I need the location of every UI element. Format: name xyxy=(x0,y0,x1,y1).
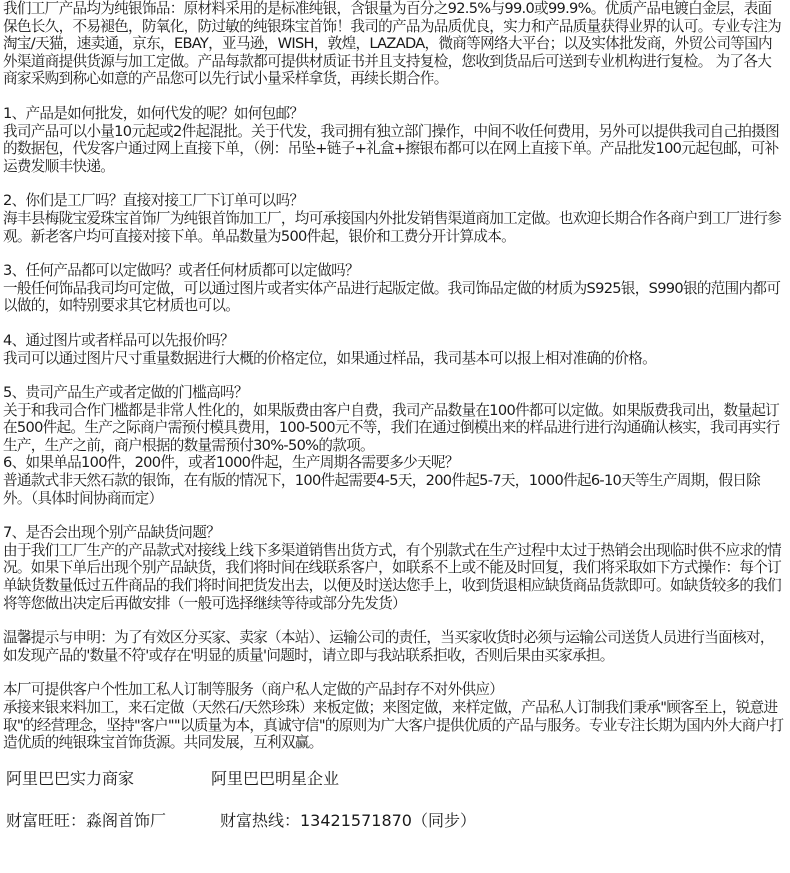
faq-question-5: 5、贵司产品生产或者定做的门槛高吗？ xyxy=(3,384,248,402)
service-body: 承接来银来料加工，来石定做（天然石/天然珍珠）来板定做；来图定做，来样定做，产品私人订制我们秉承"顾客至上，锐意进取"的经营理念，坚持"客户""以质量为本，真诚守信"的原则为广大客户提供优质的产品与服务。专业专注长期为国内外大商户打造优质的纯银珠宝首饰货源。共同发展，互利双赢。 xyxy=(3,699,784,752)
service-title: 本厂可提供客户个性加工私人订制等服务（商户私人定做的产品封存不对外供应） xyxy=(3,681,504,699)
faq-question-4: 4、通过图片或者样品可以先报价吗？ xyxy=(3,331,234,349)
wangwang-contact: 财富旺旺：淼阁首饰厂 xyxy=(6,811,167,830)
faq-question-1: 1、产品是如何批发，如何代发的呢？如何包邮？ xyxy=(3,104,304,122)
badge-row xyxy=(6,769,706,789)
faq-question-2: 2、你们是工厂吗？直接对接工厂下订单可以吗？ xyxy=(3,192,304,210)
alibaba-star-enterprise-badge: 阿里巴巴明星企业 xyxy=(211,769,340,788)
hotline-contact: 财富热线：13421571870（同步） xyxy=(220,811,476,830)
faq-question-7: 7、是否会出现个别产品缺货问题？ xyxy=(3,524,220,542)
faq-answer-7: 由于我们工厂生产的产品款式对接线上线下多渠道销售出货方式，有个别款式在生产过程中太过于热销会出现临时供不应求的情况。如果下单后出现个别产品缺货，我们将时间在线联系客户，如联系不上或不能及时回复，我们将采取如下方式操作：每个订单缺货数量低过五件商品的我们将时间把货发出去，以便及时送达您手上，收到货退相应缺货商品货款即可。如缺货较多的我们将等您做出决定后再做安排（一般可选择继续等待或部分先发货） xyxy=(3,541,782,612)
notice-paragraph: 温馨提示与申明：为了有效区分买家、卖家（本站）、运输公司的责任，当买家收货时必须与运输公司送货人员进行当面核对，如发现产品的'数量不符'或存在'明显的质量'问题时，请立即与我站联系拒收，否则后果由买家承担。 xyxy=(3,629,774,664)
faq-answer-4: 我司可以通过图片尺寸重量数据进行大概的价格定位，如果通过样品，我司基本可以报上相对准确的价格。 xyxy=(3,349,657,367)
faq-answer-1: 我司产品可以小量10元起或2件起混批。关于代发，我司拥有独立部门操作，中间不收任何费用，另外可以提供我司自己拍摄图的数据包，代发客户通过网上直接下单，（例：吊坠+链子+礼盒+擦银布都可以在网上直接下单。产品批发100元起包邮，可补运费发顺丰快递。 xyxy=(3,122,780,175)
intro-paragraph: 我们工厂产品均为纯银饰品：原材料采用的是标准纯银，含银量为百分之92.5%与99.0或99.9%。优质产品电镀白金层，表面保色长久，不易褪色，防氧化，防过敏的纯银珠宝首饰！我司的产品为品质优良，实力和产品质量获得业界的认可。专业专注为淘宝/天猫，速卖通，京东，EBAY，亚马逊，WISH，敦煌，LAZADA，微商等网络大平台；以及实体批发商，外贸公司等国内外渠道商提供货源与加工定做。产品每款都可提供材质证书并且支持复检，您收到货品后可送到专业机构进行复检。 为了各大商家采购到称心如意的产品您可以先行试小量采样拿货，再续长期合作。 xyxy=(3,0,782,88)
faq-answer-6: 普通款式非天然石款的银饰，在有版的情况下，100件起需要4-5天，200件起5-7天，1000件起6-10天等生产周期，假日除外。（具体时间协商而定） xyxy=(3,472,761,507)
faq-answer-3: 一般任何饰品我司均可定做，可以通过图片或者实体产品进行起版定做。我司饰品定做的材质为S925银，S990银的范围内都可以做的，如特别要求其它材质也可以。 xyxy=(3,279,781,315)
contact-footer xyxy=(6,769,706,831)
faq-answer-2: 海丰县梅陇宝爱珠宝首饰厂为纯银首饰加工厂，均可承接国内外批发销售渠道商加工定做。也欢迎长期合作各商户到工厂进行参观。新老客户均可直接对接下单。单品数量为500件起，银价和工费分开计算成本。 xyxy=(3,209,782,245)
faq-question-6: 6、如果单品100件，200件，或者1000件起，生产周期各需要多少天呢？ xyxy=(3,454,459,472)
faq-answer-5: 关于和我司合作门槛都是非常人性化的，如果版费由客户自费，我司产品数量在100件都可以定做。如果版费我司出，数量起订在500件起。生产之际商户需预付模具费用，100-500元不等，我们在通过倒模出来的样品进行进行沟通确认核实，我司再实行生产，生产之前，商户根据的数量需预付30%-50%的款项。 xyxy=(3,401,780,454)
faq-question-3: 3、任何产品都可以定做吗？或者任何材质都可以定做吗？ xyxy=(3,262,359,280)
contact-row xyxy=(6,811,706,831)
alibaba-strength-merchant-badge: 阿里巴巴实力商家 xyxy=(6,769,135,788)
